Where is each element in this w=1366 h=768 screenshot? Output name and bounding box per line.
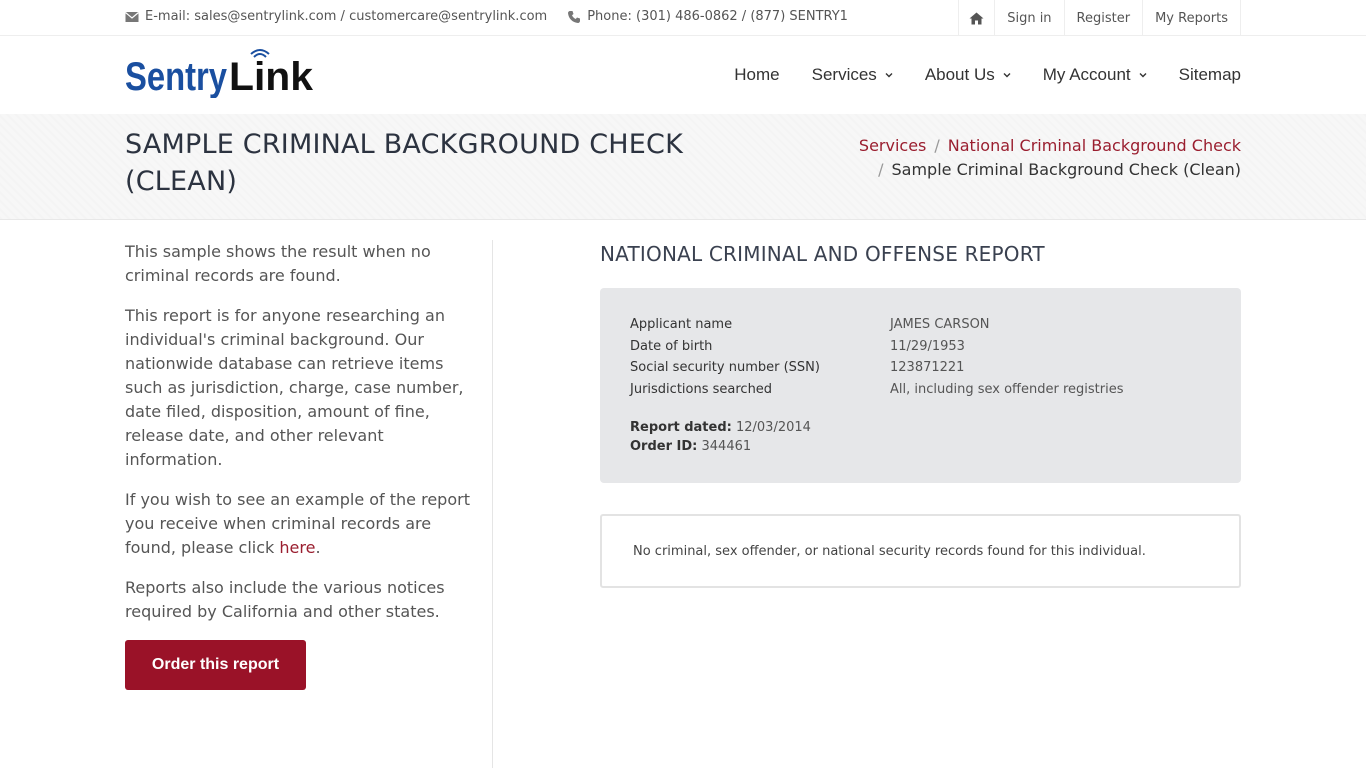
report-meta <box>630 418 1211 456</box>
my-reports-link[interactable]: My Reports <box>1143 0 1241 36</box>
phone-text: Phone: (301) 486-0862 / (877) SENTRY1 <box>587 9 848 24</box>
chevron-down-icon <box>885 71 893 79</box>
contact-info <box>125 0 868 33</box>
home-link[interactable] <box>959 0 995 36</box>
info-row: Jurisdictions searched All, including sex offender registries <box>630 381 1124 397</box>
envelope-icon <box>125 11 139 23</box>
info-row: Date of birth 11/29/1953 <box>630 338 965 354</box>
email-text: E-mail: sales@sentrylink.com / customercare@sentrylink.com <box>145 9 548 24</box>
info-row: Applicant name JAMES CARSON <box>630 317 990 332</box>
site-header <box>0 36 1366 114</box>
top-links <box>958 0 1241 36</box>
main-content <box>0 220 1366 768</box>
here-link[interactable]: here <box>279 538 316 557</box>
example-paragraph: If you wish to see an example of the report you receive when criminal records are found, please click here. <box>125 490 470 557</box>
phone-contact <box>567 9 848 24</box>
breadcrumb-national-criminal[interactable]: National Criminal Background Check <box>947 136 1241 155</box>
description-column <box>125 240 485 690</box>
column-divider <box>492 240 493 768</box>
nav-services[interactable]: Services <box>812 65 893 85</box>
email-contact <box>125 9 547 24</box>
nav-sitemap[interactable]: Sitemap <box>1178 65 1241 84</box>
report-dated: Report dated: 12/03/2014 <box>630 420 811 435</box>
details-paragraph: This report is for anyone researching an individual's criminal background. Our nationwide database can retrieve items such as jurisdiction, charge, case number, date filed, disposition, amount of fine, release date, and other relevant information. <box>125 306 464 469</box>
order-id: Order ID: 344461 <box>630 439 752 454</box>
intro-paragraph: This sample shows the result when no criminal records are found. <box>125 242 431 285</box>
home-icon <box>969 12 984 25</box>
sign-in-link[interactable]: Sign in <box>995 0 1064 36</box>
breadcrumb: Services / National Criminal Background Check / Sample Criminal Background Check (Clean) <box>858 136 1241 179</box>
main-nav <box>702 36 1241 114</box>
nav-about-us[interactable]: About Us <box>925 65 1011 85</box>
report-column <box>600 242 1241 588</box>
svg-text:Sentry: Sentry <box>125 55 228 98</box>
page-title: SAMPLE CRIMINAL BACKGROUND CHECK (CLEAN) <box>125 129 684 197</box>
notices-paragraph: Reports also include the various notices required by California and other states. <box>125 578 445 621</box>
breadcrumb-services[interactable]: Services <box>858 136 927 155</box>
breadcrumb-current: Sample Criminal Background Check (Clean) <box>891 160 1241 179</box>
applicant-info-box <box>600 288 1241 483</box>
order-report-button[interactable]: Order this report <box>125 640 306 690</box>
title-band <box>0 114 1366 220</box>
report-title: NATIONAL CRIMINAL AND OFFENSE REPORT <box>600 242 1045 266</box>
nav-my-account[interactable]: My Account <box>1043 65 1147 85</box>
chevron-down-icon <box>1139 71 1147 79</box>
info-row: Social security number (SSN) 123871221 <box>630 360 965 375</box>
phone-icon <box>567 10 581 24</box>
sentrylink-logo[interactable] <box>125 48 315 98</box>
svg-text:Link: Link <box>229 55 314 98</box>
nav-home[interactable]: Home <box>734 65 780 84</box>
result-text: No criminal, sex offender, or national security records found for this individual. <box>633 543 1146 559</box>
top-bar <box>0 0 1366 36</box>
chevron-down-icon <box>1003 71 1011 79</box>
register-link[interactable]: Register <box>1065 0 1144 36</box>
result-box <box>600 514 1241 588</box>
